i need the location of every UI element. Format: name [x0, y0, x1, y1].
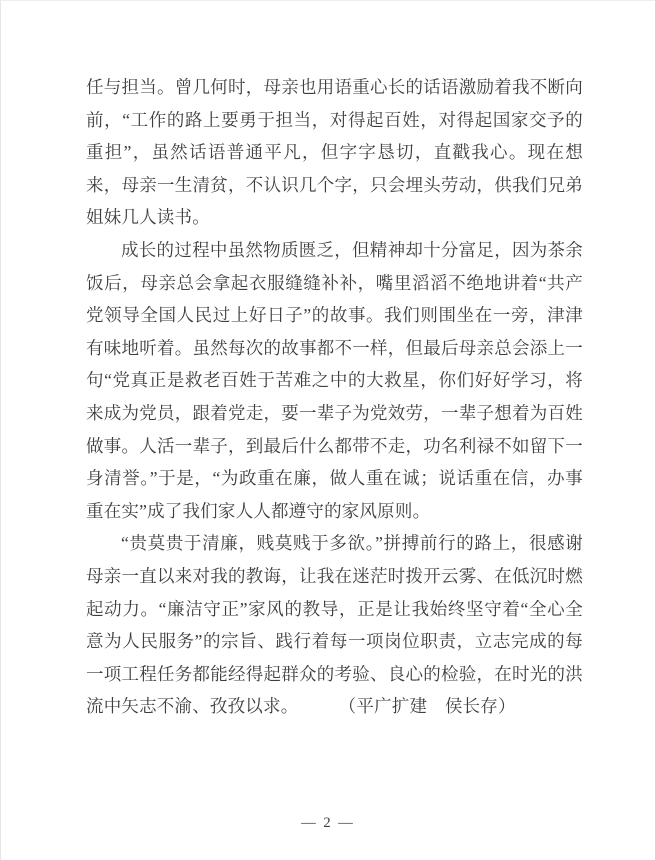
paragraph-text: “贵莫贵于清廉，贱莫贱于多欲。”拼搏前行的路上，很感谢母亲一直以来对我的教诲，让我在迷茫时拨开云雾、在低沉时燃起动力。“廉洁守正”家风的教导，正是让我始终坚守着“全心全意为人民服务”的宗旨、践行着每一项岗位职责，立志完成的每一项工程任务都能经得起群众的考验、良心的检验，在时光的洪流中矢志不渝、孜孜以求。: [86, 533, 583, 717]
paragraph-continuation: 任与担当。曾几何时，母亲也用语重心长的话语激励着我不断向前，“工作的路上要勇于担当，对得起百姓，对得起国家交予的重担”，虽然话语普通平凡，但字字恳切，直戳我心。现在想来，母亲一生清贫，不认识几个字，只会埋头劳动，供我们兄弟姐妹几人读书。: [86, 77, 583, 228]
page-number: — 2 —: [301, 815, 355, 831]
paragraph-with-signature: [86, 527, 583, 723]
paragraph: 成长的过程中虽然物质匮乏，但精神却十分富足，因为茶余饭后，母亲总会拿起衣服缝缝补补，嘴里滔滔不绝地讲着“共产党领导全国人民过上好日子”的故事。我们则围坐在一旁，津津有味地听着。虽然每次的故事都不一样，但最后母亲总会添上一句“党真正是救老百姓于苦难之中的大救星，你们好好学习，将来成为党员，跟着党走，要一辈子为党效劳，一辈子想着为百姓做事。人活一辈子，到最后什么都带不走，功名利禄不如留下一身清誉。”于是，“为政重在廉，做人重在诚；说话重在信，办事重在实”成了我们家人人都遵守的家风原则。: [86, 239, 583, 521]
article-body: [86, 71, 583, 723]
author-signature: （平广扩建 侯长存）: [347, 696, 516, 717]
